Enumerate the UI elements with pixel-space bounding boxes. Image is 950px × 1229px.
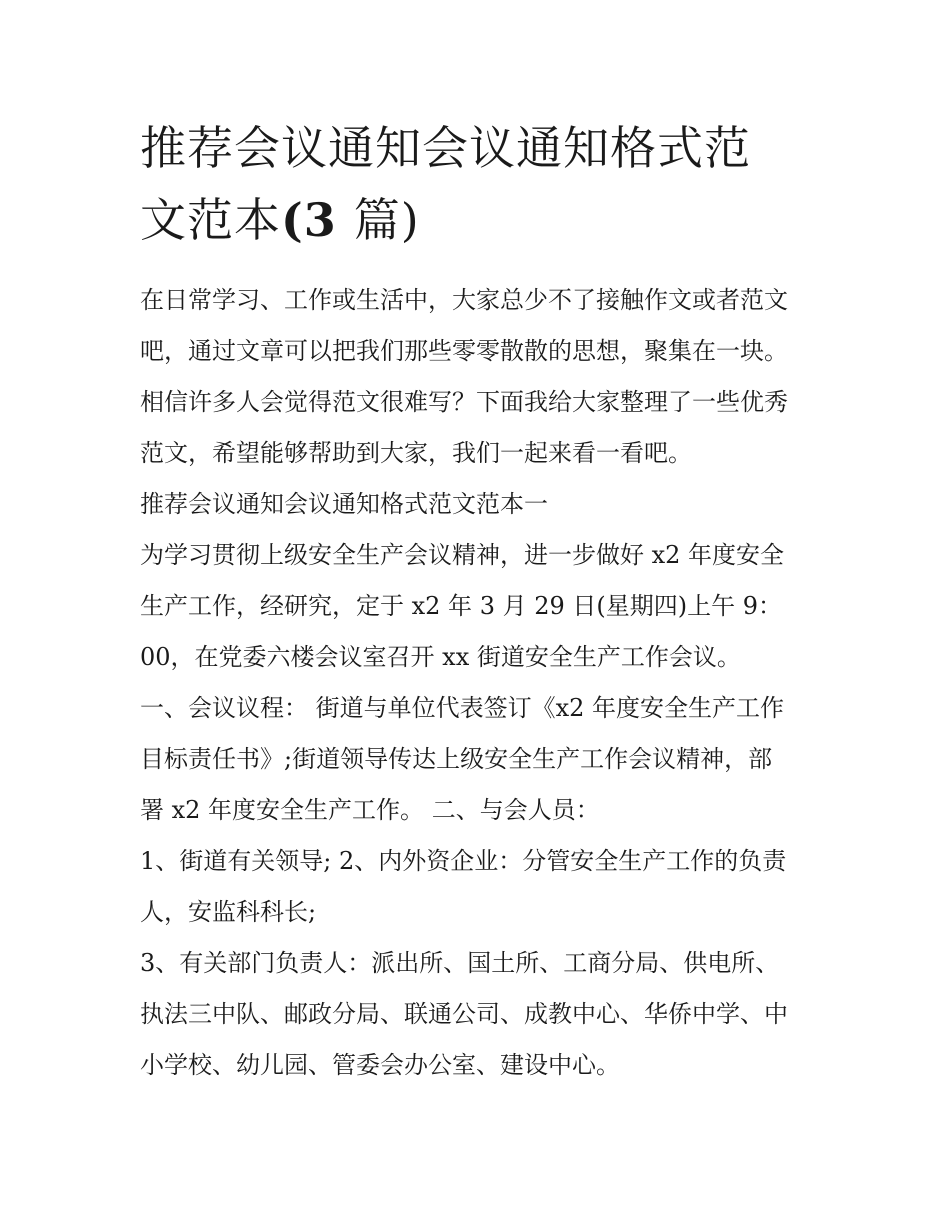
body-line: 1、街道有关领导; 2、内外资企业：分管安全生产工作的负责 bbox=[140, 847, 787, 875]
body-line: 署 x2 年度安全生产工作。 二、与会人员： bbox=[140, 796, 600, 824]
body-line: 小学校、幼儿园、管委会办公室、建设中心。 bbox=[140, 1051, 620, 1079]
body-line: 目标责任书》;街道领导传达上级安全生产工作会议精神，部 bbox=[140, 745, 773, 773]
body-line: 一、会议议程： 街道与单位代表签订《x2 年度安全生产工作 bbox=[140, 694, 785, 722]
body-line: 为学习贯彻上级安全生产会议精神，进一步做好 x2 年度安全 bbox=[140, 541, 785, 569]
body-line: 00，在党委六楼会议室召开 xx 街道安全生产工作会议。 bbox=[140, 643, 741, 671]
section-heading: 推荐会议通知会议通知格式范文范本一 bbox=[140, 490, 548, 518]
title-line-2-pre: 文范本 bbox=[140, 193, 281, 247]
title-line-1: 推荐会议通知会议通知格式范 bbox=[140, 121, 751, 175]
body-line: 3、有关部门负责人：派出所、国土所、工商分局、供电所、 bbox=[140, 949, 780, 977]
body-line: 人，安监科科长; bbox=[140, 898, 317, 926]
body-line: 吧，通过文章可以把我们那些零零散散的思想，聚集在一块。 bbox=[140, 337, 788, 365]
title-line-2-bold: (3 bbox=[281, 193, 354, 247]
body-line: 在日常学习、工作或生活中，大家总少不了接触作文或者范文 bbox=[140, 286, 788, 314]
body-line: 执法三中队、邮政分局、联通公司、成教中心、华侨中学、中 bbox=[140, 1000, 788, 1028]
body-line: 生产工作，经研究，定于 x2 年 3 月 29 日(星期四)上午 9： bbox=[140, 592, 783, 620]
body-line: 范文，希望能够帮助到大家，我们一起来看一看吧。 bbox=[140, 439, 692, 467]
document-title bbox=[140, 112, 820, 256]
title-line-2-post: 篇) bbox=[353, 193, 420, 247]
body-line: 相信许多人会觉得范文很难写？下面我给大家整理了一些优秀 bbox=[140, 388, 788, 416]
